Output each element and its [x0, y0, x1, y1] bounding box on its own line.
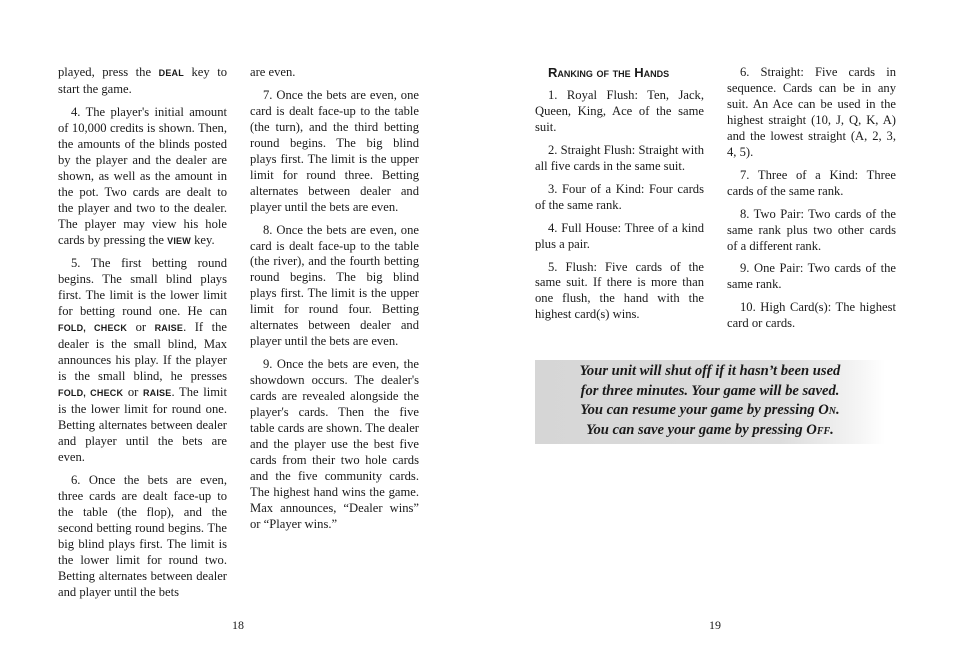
hand-royal-flush: 1. Royal Flush: Ten, Jack, Queen, King, Ace of the same suit.	[535, 87, 704, 134]
hand-four-of-a-kind: 3. Four of a Kind: Four cards of the same rank.	[535, 181, 704, 212]
fold-check-key-label: FOLD, CHECK	[58, 323, 128, 334]
paragraph-continued: are even.	[250, 65, 296, 79]
off-key-label: Off	[806, 421, 831, 438]
hand-one-pair: 9. One Pair: Two cards of the same rank.	[727, 261, 896, 292]
on-key-label: On	[818, 402, 837, 419]
paragraph-deal-key: played, press the DEAL key to start the game.	[58, 65, 228, 96]
paragraph-step-6: 6. Once the bets are even, three cards are dealt face-up to the table (the flop), and the second betting round begins. The big blind plays first. The limit is the lower limit for round two. Betting alternates between dealer and player until the bets	[58, 472, 227, 599]
paragraph-step-8: 8. Once the bets are even, one card is dealt face-up to the table (the river), and the fourth betting round begins. The big blind plays first. The limit is the upper limit for round four. Betting alternates between dealer and player until the bets are even.	[250, 222, 419, 349]
auto-shutoff-notice	[535, 360, 885, 444]
paragraph-step-7: 7. Once the bets are even, one card is dealt face-up to the table (the turn), and the third betting round begins. The big blind plays first. The limit is the upper limit for round three. Betting alternates between dealer and player until the bets are even.	[250, 87, 419, 214]
hand-flush: 5. Flush: Five cards of the same suit. If there is more than one flush, the hand with the highest card(s) wins.	[535, 259, 704, 322]
section-heading: Ranking of the Hands	[548, 65, 670, 80]
hand-three-of-a-kind: 7. Three of a Kind: Three cards of the same rank.	[727, 167, 896, 198]
hand-full-house: 4. Full House: Three of a kind plus a pair.	[535, 220, 704, 251]
hand-straight: 6. Straight: Five cards in sequence. Cards can be in any suit. An Ace can be used in the highest straight (10, J, Q, K, A) and the lowest straight (A, 2, 3, 4, 5).	[727, 65, 896, 159]
page-number-right: 19	[709, 618, 721, 632]
paragraph-step-9: 9. Once the bets are even, the showdown occurs. The dealer's cards are revealed alongside the player's cards. Then the five table cards are shown. The dealer and the player use the best five cards from their two hole cards and the five community cards. The highest hand wins the game. Max announces, “Dealer wins” or “Player wins.”	[250, 357, 419, 531]
hand-straight-flush: 2. Straight Flush: Straight with all five cards in the same suit.	[535, 142, 704, 173]
left-page-column-1	[58, 65, 227, 608]
notice-line-4: You can save your game by pressing Off.	[586, 421, 834, 438]
raise-key-label: RAISE	[142, 388, 172, 399]
paragraph-step-5: 5. The first betting round begins. The small blind plays first. The limit is the lower limit for betting round one. He can FOLD, CHECK or RAISE. If the dealer is the small blind, Max announces his play. If the player is the small blind, he presses FOLD, CHECK or RAISE. The limit is the lower limit for round one. Betting alternates between dealer and player until the bets are even.	[58, 256, 228, 464]
paragraph-step-4: 4. The player's initial amount of 10,000 credits is shown. Then, the amounts of the blinds posted by the player and the dealer are shown, as well as the amount in the pot. Two cards are dealt to the player and two to the dealer. The player may view his hole cards by pressing the VIEW key.	[58, 104, 227, 247]
view-key-label: VIEW	[167, 235, 191, 246]
left-page-column-2	[250, 65, 419, 540]
notice-line-2: for three minutes. Your game will be saved.	[580, 382, 840, 399]
deal-key-label: DEAL	[158, 68, 184, 78]
right-page-column-2	[727, 65, 896, 339]
page-number-left: 18	[232, 618, 244, 632]
hand-two-pair: 8. Two Pair: Two cards of the same rank plus two other cards of a different rank.	[727, 206, 896, 253]
notice-line-1: Your unit will shut off if it hasn’t been used	[579, 363, 841, 379]
notice-line-3: You can resume your game by pressing On.	[580, 402, 840, 419]
hand-high-card: 10. High Card(s): The highest card or cards.	[727, 300, 896, 331]
raise-key-label: RAISE	[154, 323, 184, 334]
fold-check-key-label: FOLD, CHECK	[58, 388, 124, 399]
right-page-column-1	[535, 65, 704, 330]
